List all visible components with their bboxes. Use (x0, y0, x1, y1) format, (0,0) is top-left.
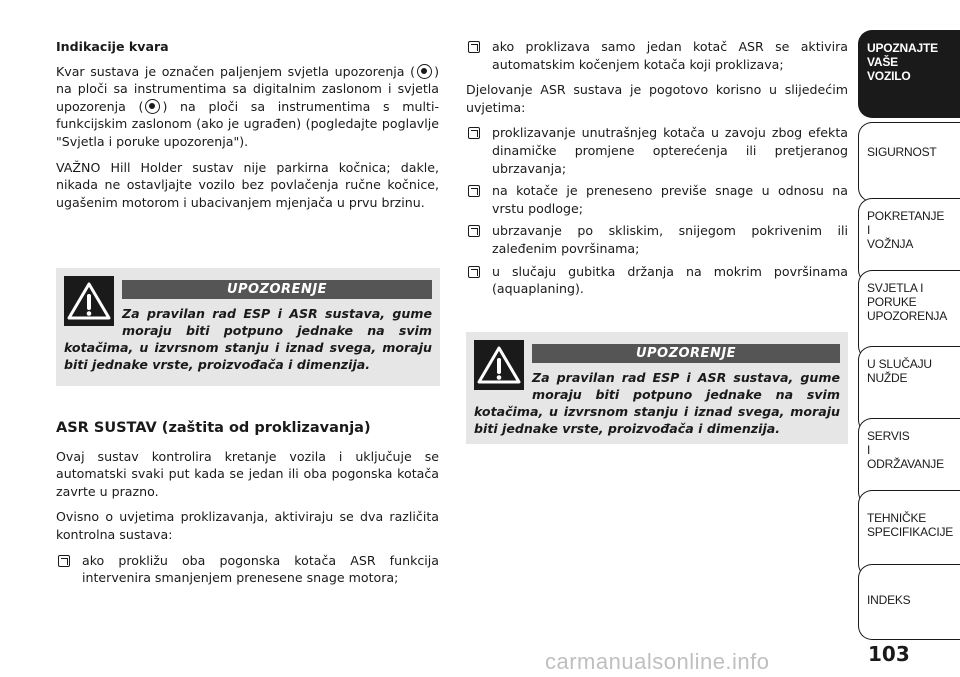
warning-light-icon (417, 64, 432, 79)
warning-light-icon (145, 99, 160, 114)
warning-text: Za pravilan rad ESP i ASR sustava, gume moraju biti potpuno jednake na svim kotačima, u izvrsnom stanju i iznad svega, moraju biti jednake vrste, proizvođača i dimenzija. (64, 306, 432, 372)
list-item-text: proklizavanje unutrašnjeg kotača u zavoju zbog efekta dinamičke promjene opterećenja ili pretjeranog ubrzavanja; (492, 125, 848, 176)
checkbox-bullet-icon (58, 555, 70, 567)
fault-indication-paragraph (56, 63, 439, 151)
warning-box-right (466, 332, 848, 444)
list-item (466, 38, 848, 73)
asr-conditions: Ovisno o uvjetima proklizavanja, aktiviraju se dva različita kontrolna sustava: (56, 509, 439, 542)
text-part: Kvar sustava je označen paljenjem svjetla upozorenja ( (56, 63, 416, 79)
hill-holder-note: VAŽNO Hill Holder sustav nije parkirna kočnica; dakle, nikada ne ostavljajte vozilo bez povlačenja ručne kočnice, ugašenim motorom i ubacivanjem mjenjača u prvu brzinu. (56, 159, 439, 210)
warning-title: UPOZORENJE (532, 344, 840, 363)
section-title: ASR SUSTAV (zaštita od proklizavanja) (56, 420, 371, 436)
fault-indication-heading: Indikacije kvara (56, 39, 169, 54)
tab-sigurnost[interactable] (858, 122, 960, 202)
checkbox-bullet-icon (468, 185, 480, 197)
list-item (466, 182, 848, 217)
tab-upoznajte[interactable] (858, 30, 960, 118)
checkbox-bullet-icon (468, 127, 480, 139)
list-item (466, 263, 848, 298)
tab-label: SERVIS I ODRŽAVANJE (867, 429, 944, 471)
checkbox-bullet-icon (468, 225, 480, 237)
checkbox-bullet-icon (468, 41, 480, 53)
list-item (466, 222, 848, 257)
asr-intro: Ovaj sustav kontrolira kretanje vozila i uključuje se automatski svaki put kada se jedan ili oba pogonska kotača zavrte u prazno. (56, 448, 439, 499)
warning-title: UPOZORENJE (122, 280, 432, 299)
tab-label: SIGURNOST (867, 145, 937, 159)
left-column (56, 38, 439, 219)
checkbox-bullet-icon (468, 266, 480, 278)
asr-bullets-right-1 (466, 38, 848, 73)
list-item-text: ako proklizava samo jedan kotač ASR se aktivira automatskim kočenjem kotača koji proklizava; (492, 39, 848, 72)
asr-usefulness: Djelovanje ASR sustava je pogotovo korisno u slijedećim uvjetima: (466, 82, 848, 115)
watermark: carmanualsonline.info (545, 649, 770, 674)
list-item-text: u slučaju gubitka držanja na mokrim površinama (aquaplaning). (492, 263, 848, 297)
warning-box-left (56, 268, 440, 386)
asr-section (56, 420, 439, 595)
page-number: 103 (868, 642, 910, 666)
tab-label: UPOZNAJTE VAŠE VOZILO (867, 41, 938, 83)
right-column (466, 38, 848, 306)
warning-triangle-icon (64, 276, 114, 326)
warning-text: Za pravilan rad ESP i ASR sustava, gume moraju biti potpuno jednake na svim kotačima, u izvrsnom stanju i iznad svega, moraju biti jednake vrste, proizvođača i dimenzija. (474, 370, 840, 436)
warning-triangle-icon (474, 340, 524, 390)
list-item (466, 124, 848, 177)
tab-label: POKRETANJE I VOŽNJA (867, 209, 945, 251)
tab-label: SVJETLA I PORUKE UPOZORENJA (867, 281, 948, 323)
list-item-text: ako prokližu oba pogonska kotača ASR funkcija intervenira smanjenjem prenesene snage motora; (82, 552, 439, 586)
tab-indeks[interactable] (858, 564, 960, 640)
text-part: ) na ploči sa instrumentima s multi-funkcijskim zaslonom (ako je ugrađen) (pogledajte poglavlje "Svjetla i poruke upozorenja"). (56, 98, 439, 149)
tab-label: U SLUČAJU NUŽDE (867, 357, 932, 385)
list-item-text: na kotače je preneseno previše snage u odnosu na vrstu podloge; (492, 183, 848, 216)
tab-label: TEHNIČKE SPECIFIKACIJE (867, 511, 954, 539)
asr-bullets-left (56, 552, 439, 587)
text-part: ) na ploči sa instrumentima sa digitalnim zaslonom i svjetla upozorenja ( (56, 63, 439, 114)
list-item-text: ubrzavanje po skliskim, snijegom pokrivenim ili zaleđenim površinama; (492, 223, 848, 256)
list-item (56, 552, 439, 587)
tab-label: INDEKS (867, 593, 911, 607)
asr-bullets-right-2 (466, 124, 848, 297)
